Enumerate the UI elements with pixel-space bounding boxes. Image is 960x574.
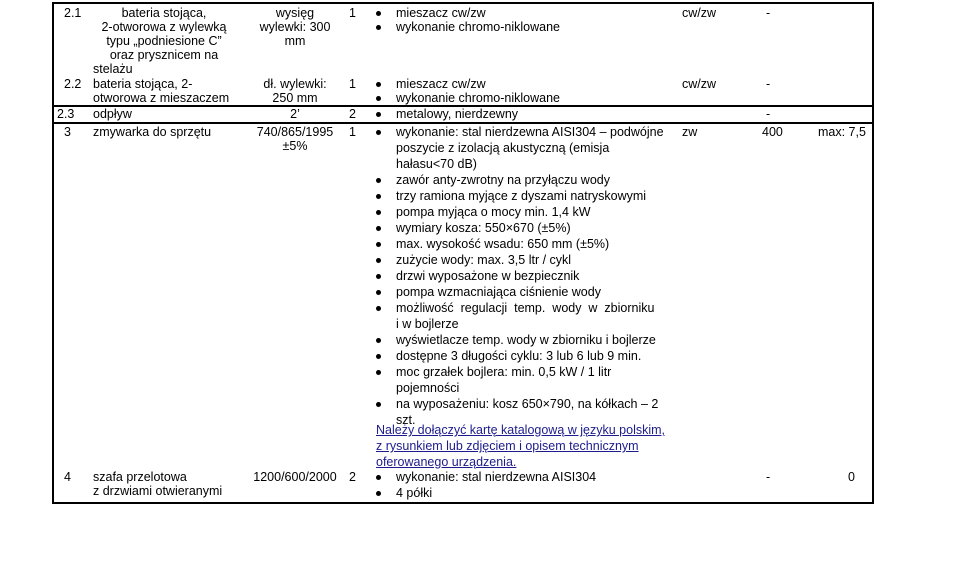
bullet-icon (376, 178, 381, 183)
bullet-icon (376, 475, 381, 480)
spec-item: trzy ramiona myjące z dyszami natryskowymi (396, 189, 647, 203)
bullet-icon (376, 96, 381, 101)
quantity: 2 (349, 107, 356, 121)
spec-item: zawór anty-zwrotny na przyłączu wody (396, 173, 610, 187)
dimension-line: mm (284, 34, 306, 48)
spec-item: 4 półki (396, 486, 433, 500)
quantity: 1 (349, 125, 356, 139)
quantity: 2 (349, 470, 356, 484)
max-value: 0 (848, 470, 855, 484)
row-number: 4 (64, 470, 71, 484)
bullet-icon (376, 226, 381, 231)
row-number: 3 (64, 125, 71, 139)
power-value: - (766, 77, 771, 91)
bullet-icon (376, 290, 381, 295)
bullet-icon (376, 25, 381, 30)
spec-item: dostępne 3 długości cyklu: 3 lub 6 lub 9 min. (396, 349, 642, 363)
spec-item: na wyposażeniu: kosz 650×790, na kółkach – 2 (396, 397, 659, 411)
item-name-line: typu „podniesione C” (106, 34, 222, 48)
dimension-line: 250 mm (272, 91, 318, 105)
row-number: 2.3 (57, 107, 75, 121)
bullet-icon (376, 491, 381, 496)
bullet-icon (376, 210, 381, 215)
item-name-line: 2-otworowa z wylewką (101, 20, 227, 34)
item-name-line: oraz prysznicem na (109, 48, 219, 62)
row-number: 2.2 (64, 77, 82, 91)
spec-item: wykonanie: stal nierdzewna AISI304 (396, 470, 597, 484)
dimension-line: 2’ (290, 107, 300, 121)
medium: cw/zw (682, 77, 717, 91)
dimension-line: 1200/600/2000 (253, 470, 337, 484)
item-name-line: z drzwiami otwieranymi (93, 484, 223, 498)
catalog-note: oferowanego urządzenia. (376, 455, 517, 469)
bullet-icon (376, 274, 381, 279)
bullet-icon (376, 82, 381, 87)
catalog-note: z rysunkiem lub zdjęciem i opisem technicznym (376, 439, 639, 453)
spec-item: max. wysokość wsadu: 650 mm (±5%) (396, 237, 610, 251)
spec-item: mieszacz cw/zw (396, 77, 486, 91)
bullet-icon (376, 112, 381, 117)
bullet-icon (376, 306, 381, 311)
bullet-icon (376, 194, 381, 199)
quantity: 1 (349, 6, 356, 20)
item-name-line: odpływ (93, 107, 132, 121)
spec-item: wykonanie: stal nierdzewna AISI304 – podwójne (396, 125, 664, 139)
dimension-line: wysięg (275, 6, 315, 20)
item-name-line: zmywarka do sprzętu (93, 125, 212, 139)
catalog-note: Należy dołączyć kartę katalogową w języku polskim, (376, 423, 666, 437)
power-value: - (766, 470, 771, 484)
dimension-line: dł. wylewki: (263, 77, 327, 91)
spec-item-cont: pojemności (396, 381, 460, 395)
dimension-line: wylewki: 300 (259, 20, 331, 34)
spec-item: wyświetlacze temp. wody w zbiorniku i bojlerze (396, 333, 656, 347)
item-name-line: otworowa z mieszaczem (93, 91, 230, 105)
spec-item-cont: poszycie z izolacją akustyczną (emisja (396, 141, 610, 155)
dimension-line: ±5% (282, 139, 308, 153)
spec-item-cont: i w bojlerze (396, 317, 459, 331)
item-name-line: bateria stojąca, (121, 6, 207, 20)
item-name-line: stelażu (93, 62, 133, 76)
spec-item: wykonanie chromo-niklowane (396, 20, 560, 34)
bullet-icon (376, 338, 381, 343)
column-divider (872, 2, 874, 504)
spec-item-cont: szt. (396, 413, 416, 427)
bullet-icon (376, 258, 381, 263)
bullet-icon (376, 402, 381, 407)
spec-item: pompa wzmacniająca ciśnienie wody (396, 285, 601, 299)
item-name-line: bateria stojąca, 2- (93, 77, 193, 91)
bullet-icon (376, 370, 381, 375)
bullet-icon (376, 11, 381, 16)
medium: zw (682, 125, 698, 139)
spec-item: metalowy, nierdzewny (396, 107, 519, 121)
spec-item-cont: hałasu<70 dB) (396, 157, 477, 171)
spec-item: pompa myjąca o mocy min. 1,4 kW (396, 205, 591, 219)
power-value: - (766, 107, 771, 121)
bullet-icon (376, 354, 381, 359)
spec-item: wykonanie chromo-niklowane (396, 91, 560, 105)
spec-item: zużycie wody: max. 3,5 ltr / cykl (396, 253, 572, 267)
spec-item: mieszacz cw/zw (396, 6, 486, 20)
power-value: - (766, 6, 771, 20)
dimension-line: 740/865/1995 (256, 125, 334, 139)
row-number: 2.1 (64, 6, 82, 20)
quantity: 1 (349, 77, 356, 91)
item-name-line: szafa przelotowa (93, 470, 187, 484)
table-border-bottom (52, 502, 874, 504)
spec-item: drzwi wyposażone w bezpiecznik (396, 269, 580, 283)
medium: cw/zw (682, 6, 717, 20)
bullet-icon (376, 242, 381, 247)
power-value: 400 (762, 125, 783, 139)
spec-item: moc grzałek bojlera: min. 0,5 kW / 1 litr (396, 365, 612, 379)
table-border-top (52, 2, 874, 4)
row-divider (52, 122, 874, 124)
max-value: max: 7,5 (818, 125, 866, 139)
column-divider (52, 2, 54, 504)
spec-item: wymiary kosza: 550×670 (±5%) (396, 221, 571, 235)
spec-item: możliwość regulacji temp. wody w zbiorniku (396, 301, 655, 315)
bullet-icon (376, 130, 381, 135)
